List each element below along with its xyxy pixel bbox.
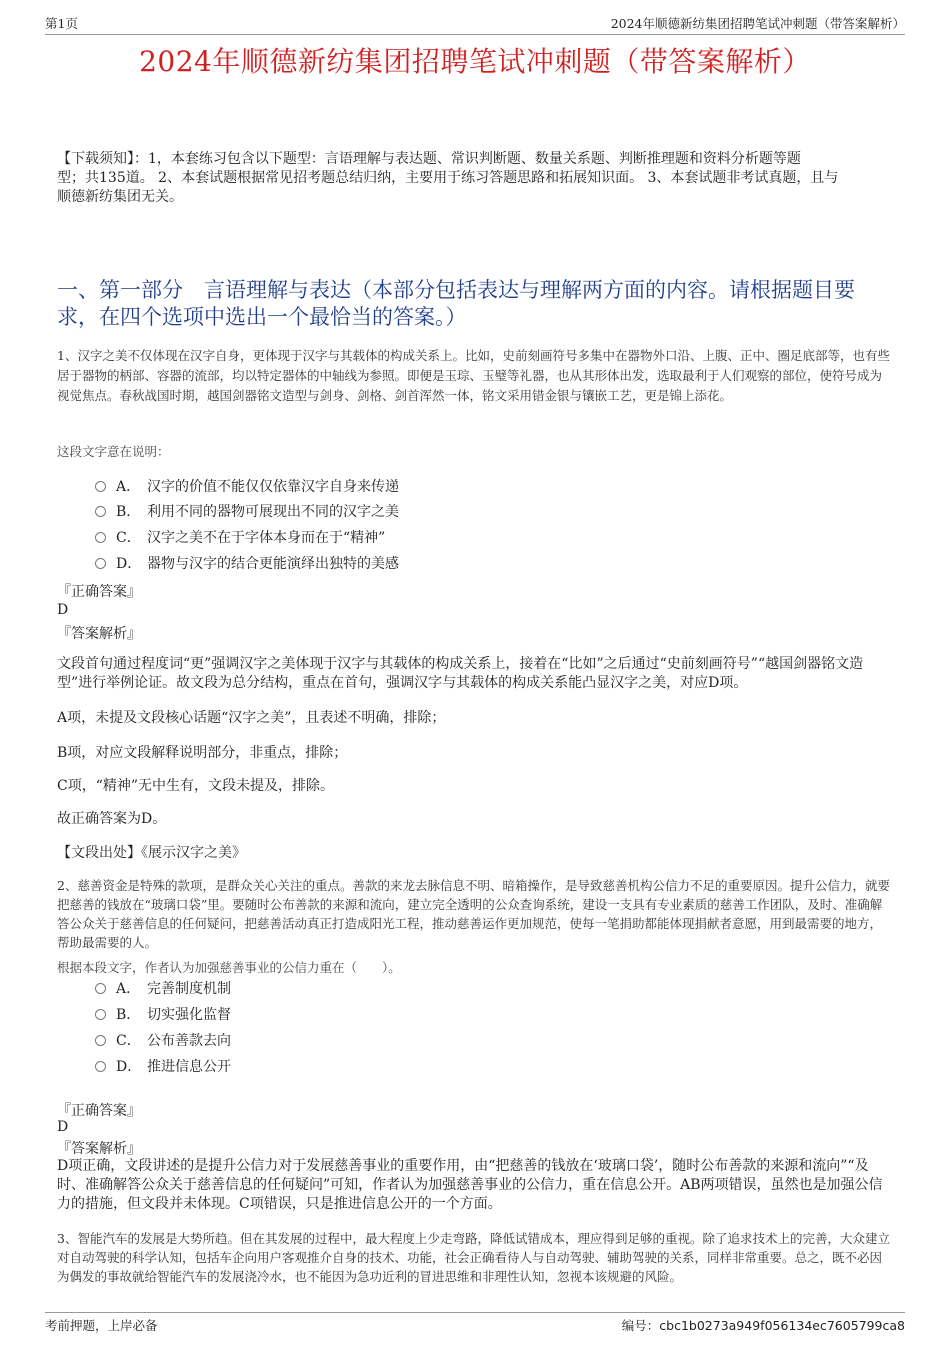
q1-option-d[interactable] [95, 552, 399, 574]
option-letter: D． [116, 556, 142, 572]
radio-icon[interactable] [95, 481, 106, 492]
option-letter: B． [116, 504, 141, 520]
option-text: 公布善款去向 [147, 1033, 231, 1049]
q1-answer: D [57, 602, 69, 618]
option-letter: A． [116, 479, 141, 495]
option-letter: B． [116, 1007, 141, 1023]
page-footer [45, 1312, 905, 1336]
radio-icon[interactable] [95, 1035, 106, 1046]
notice-line: 顺德新纺集团无关。 [57, 189, 183, 205]
radio-icon[interactable] [95, 558, 106, 569]
option-text: 完善制度机制 [147, 981, 231, 997]
option-text: 推进信息公开 [147, 1059, 231, 1075]
option-text: 汉字之美不在于字体本身而在于“精神” [147, 530, 386, 546]
q2-option-d[interactable] [95, 1055, 231, 1077]
q1-analysis-b: B项，对应文段解释说明部分，非重点，排除； [57, 745, 348, 761]
q2-answer: D [57, 1119, 69, 1135]
q1-prompt: 这段文字意在说明： [57, 444, 170, 459]
q2-analysis: D项正确，文段讲述的是提升公信力对于发展慈善事业的重要作用，由“把慈善的钱放在‘玻璃口袋’，随时公布善款的来源和流向”“及时、准确解答公众关于慈善信息的任何疑问”可知，作者认为加强慈善事业的公信力，重在信息公开。AB两项错误，虽然也是加强公信力的措施，但文段并未体现。C项错误，只是推进信息公开的一个方面。 [57, 1158, 883, 1212]
q1-option-b[interactable] [95, 500, 399, 522]
code-value: cbc1b0273a949f056134ec7605799ca8 [659, 1318, 905, 1333]
q1-analysis-c: C项，“精神”无中生有，文段未提及，排除。 [57, 778, 335, 794]
q2-text: 2、慈善资金是特殊的款项，是群众关心关注的重点。善款的来龙去脉信息不明、暗箱操作，是导致慈善机构公信力不足的重要原因。提升公信力，就要把慈善的钱放在“玻璃口袋”里。要随时公布善款的来源和流向，建立完全透明的公众查询系统，建设一支具有专业素质的慈善工作团队，及时、准确解答公众关于慈善信息的任何疑问，把慈善活动真正打造成阳光工程，推动慈善运作更加规范，使每一笔捐助都能体现捐献者意愿，用到最需要的地方，帮助最需要的人。 [57, 878, 890, 950]
q1-option-c[interactable] [95, 526, 385, 548]
page-header [45, 14, 905, 35]
download-notice [57, 150, 892, 207]
option-text: 利用不同的器物可展现出不同的汉字之美 [147, 504, 399, 520]
radio-icon[interactable] [95, 983, 106, 994]
q2-option-a[interactable] [95, 977, 231, 999]
option-text: 汉字的价值不能仅仅依靠汉字自身来传递 [147, 479, 399, 495]
option-letter: C． [116, 1033, 141, 1049]
code-label: 编号： [621, 1318, 660, 1333]
q1-analysis: 文段首句通过程度词“更”强调汉字之美体现于汉字与其载体的构成关系上，接着在“比如”之后通过“史前刻画符号”“越国剑器铭文造型”进行举例论证。故文段为总分结构，重点在首句，强调汉字与其载体的构成关系能凸显汉字之美，对应D项。 [57, 656, 864, 691]
q2-prompt: 根据本段文字，作者认为加强慈善事业的公信力重在（ ）。 [57, 960, 401, 975]
option-letter: C． [116, 530, 141, 546]
document-title: 2024年顺德新纺集团招聘笔试冲刺题（带答案解析） [139, 45, 811, 78]
option-text: 器物与汉字的结合更能演绎出独特的美感 [147, 556, 399, 572]
notice-line: 【下载须知】：1，本套练习包含以下题型：言语理解与表达题、常识判断题、数量关系题、判断推理题和资料分析题等题 [57, 151, 801, 167]
footer-code [622, 1316, 905, 1334]
q1-analysis-a: A项，未提及文段核心话题“汉字之美”，且表述不明确，排除； [57, 710, 446, 726]
q2-option-b[interactable] [95, 1003, 231, 1025]
notice-line: 型；共135道。 2、本套试题根据常见招考题总结归纳，主要用于练习答题思路和拓展知识面。 3、本套试题非考试真题，且与 [57, 170, 839, 186]
q3-text: 3、智能汽车的发展是大势所趋。但在其发展的过程中，最大程度上少走弯路，降低试错成本，理应得到足够的重视。除了追求技术上的完善，大众建立对自动驾驶的科学认知，包括车企向用户客观推介自身的技术、功能，社会正确看待人与自动驾驶、辅助驾驶的关系，同样非常重要。总之，既不必因为偶发的事故就给智能汽车的发展浇冷水，也不能因为急功近利的冒进思维和非理性认知，忽视本该规避的风险。 [57, 1231, 890, 1284]
option-text: 切实强化监督 [147, 1007, 231, 1023]
page-number: 第1页 [45, 16, 78, 31]
q1-conclusion: 故正确答案为D。 [57, 811, 167, 827]
q1-option-a[interactable] [95, 475, 399, 497]
q2-analysis-label: 『答案解析』 [57, 1141, 141, 1157]
header-doc-title: 2024年顺德新纺集团招聘笔试冲刺题（带答案解析） [610, 16, 905, 31]
q1-analysis-label: 『答案解析』 [57, 626, 141, 642]
option-letter: A． [116, 981, 141, 997]
section-title: 一、第一部分 言语理解与表达（本部分包括表达与理解两方面的内容。请根据题目要求，在四个选项中选出一个最恰当的答案。） [57, 278, 855, 329]
q2-option-c[interactable] [95, 1029, 231, 1051]
radio-icon[interactable] [95, 532, 106, 543]
q1-answer-label: 『正确答案』 [57, 584, 141, 600]
footer-slogan: 考前押题，上岸必备 [45, 1318, 158, 1333]
q1-text: 1、汉字之美不仅体现在汉字自身，更体现于汉字与其载体的构成关系上。比如，史前刻画符号多集中在器物外口沿、上腹、正中、圈足底部等，也有些居于器物的柄部、容器的流部，均以特定器体的中轴线为参照。即便是玉琮、玉璧等礼器，也从其形体出发，选取最利于人们观察的部位，使符号成为视觉焦点。春秋战国时期，越国剑器铭文造型与剑身、剑格、剑首浑然一体，铭文采用错金银与镶嵌工艺，更是锦上添花。 [57, 348, 890, 403]
q2-answer-label: 『正确答案』 [57, 1103, 141, 1119]
radio-icon[interactable] [95, 506, 106, 517]
option-letter: D． [116, 1059, 142, 1075]
radio-icon[interactable] [95, 1061, 106, 1072]
q1-source: 【文段出处】《展示汉字之美》 [57, 845, 246, 861]
radio-icon[interactable] [95, 1009, 106, 1020]
